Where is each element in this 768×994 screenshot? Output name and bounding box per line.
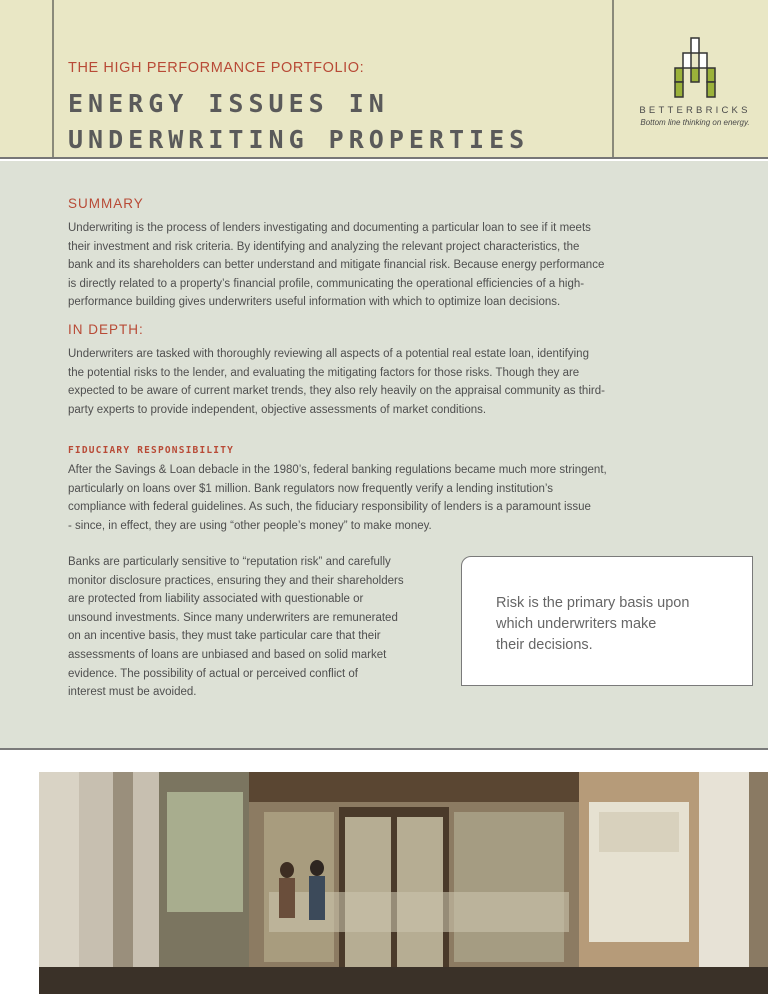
text-line: evidence. The possibility of actual or perceived conflict of — [68, 667, 358, 680]
text-line: After the Savings & Loan debacle in the 1980’s, federal banking regulations became much more stringent, — [68, 464, 607, 476]
page-title-line-2: UNDERWRITING PROPERTIES — [68, 125, 530, 154]
text-line: compliance with federal guidelines. As such, the fiduciary responsibility of lenders is a paramount issue — [68, 501, 591, 514]
page-title-line-1: ENERGY ISSUES IN — [68, 89, 389, 118]
text-line: monitor disclosure practices, ensuring they and their shareholders — [68, 574, 404, 587]
betterbricks-logo-icon — [665, 36, 725, 100]
fiduciary-heading: FIDUCIARY RESPONSIBILITY — [68, 445, 235, 456]
text-line: their investment and risk criteria. By identifying and analyzing the relevant project characteristics, the — [68, 240, 580, 253]
page-title — [68, 86, 529, 158]
summary-heading: SUMMARY — [68, 196, 144, 211]
betterbricks-logo — [630, 36, 760, 136]
text-line: Underwriters are tasked with thoroughly reviewing all aspects of a potential real estate loan, identifying — [68, 348, 589, 360]
logo-name: BETTERBRICKS — [639, 105, 751, 116]
text-line: bank and its shareholders can better understand and mitigate financial risk. Because energy performance — [68, 259, 605, 272]
text-line: Underwriting is the process of lenders investigating and documenting a particular loan to see if it meets — [68, 222, 591, 234]
text-line: on an incentive basis, they must take particular care that their — [68, 630, 381, 643]
in-depth-paragraph — [68, 345, 605, 419]
text-line: expected to be aware of current market trends, they also rely heavily on the appraisal community as third- — [68, 385, 605, 398]
pull-quote-box — [461, 556, 753, 686]
fiduciary-paragraph-2 — [68, 553, 404, 702]
text-line: is directly related to a property’s financial profile, communicating the operational efficiencies of a high- — [68, 277, 585, 290]
page-header — [0, 0, 768, 159]
summary-paragraph — [68, 219, 604, 312]
building-entrance-illustration — [39, 772, 768, 994]
text-line: the potential risks to the lender, and evaluating the mitigating factors for those risks. Though they are — [68, 366, 580, 379]
logo-tagline: Bottom line thinking on energy. — [640, 118, 750, 127]
text-line: Banks are particularly sensitive to “reputation risk” and carefully — [68, 556, 391, 568]
text-line: performance building gives underwriters useful information with which to optimize loan decisions. — [68, 296, 561, 309]
text-line: are protected from liability associated with questionable or — [68, 593, 364, 606]
building-entrance-photo — [39, 772, 768, 994]
text-line: interest must be avoided. — [68, 686, 197, 699]
text-line: - since, in effect, they are using “other people’s money” to make money. — [68, 519, 432, 532]
text-line: unsound investments. Since many underwriters are remunerated — [68, 611, 398, 624]
fiduciary-paragraph-1 — [68, 461, 607, 535]
text-line: their decisions. — [496, 637, 593, 653]
series-kicker: THE HIGH PERFORMANCE PORTFOLIO: — [68, 60, 365, 76]
text-line: Risk is the primary basis upon — [496, 595, 690, 611]
text-line: particularly on loans over $1 million. Bank regulators now frequently verify a lending institution’s — [68, 482, 553, 495]
text-line: party experts to provide independent, objective assessments of market conditions. — [68, 403, 487, 416]
text-line: which underwriters make — [496, 616, 657, 632]
text-line: assessments of loans are unbiased and based on solid market — [68, 648, 387, 661]
in-depth-heading: IN DEPTH: — [68, 322, 144, 337]
pull-quote-text — [496, 593, 726, 656]
